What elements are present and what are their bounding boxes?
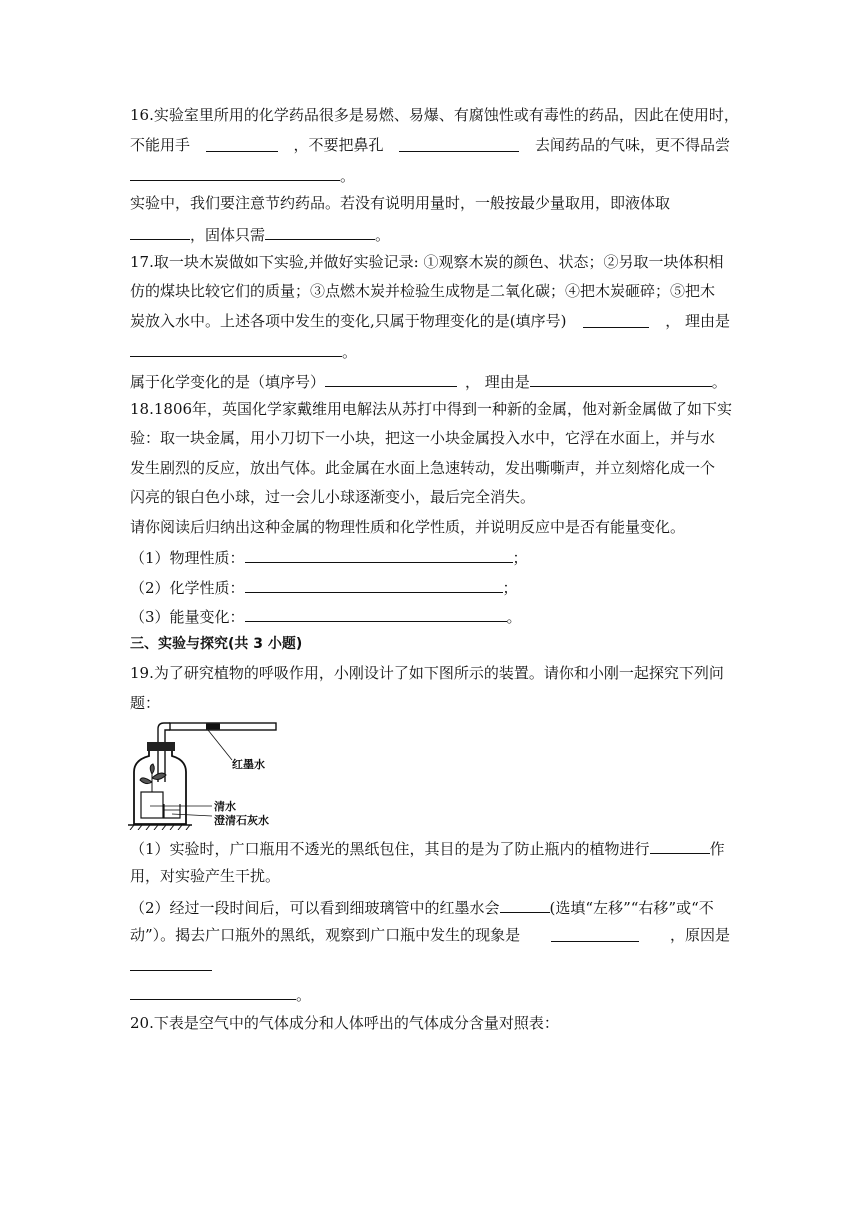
q19-line-1: 19.为了研究植物的呼吸作用，小刚设计了如下图所示的装置。请你和小刚一起探究下列问 <box>130 664 724 682</box>
q19-p2-line-2 <box>130 925 730 945</box>
red-ink-pointer <box>208 730 232 760</box>
q18-sep-1: ； <box>512 549 528 567</box>
q16-period: 。 <box>340 167 356 185</box>
q18-line-5: 请你阅读后归纳出这种金属的物理性质和化学性质，并说明反应中是否有能量变化。 <box>130 518 686 536</box>
q19-blank-reason-1[interactable] <box>130 954 212 971</box>
q18-sep-2: ； <box>502 579 518 597</box>
plant <box>140 764 166 792</box>
q19-blank-reason-2[interactable] <box>130 983 296 1000</box>
q17-line-4 <box>130 340 730 362</box>
q16-blank-hand[interactable] <box>206 135 278 152</box>
q18-line-3: 发生剧烈的反应，放出气体。此金属在水面上急速转动，发出嘶嘶声，并立刻熔化成一个 <box>130 459 716 477</box>
q18-item-1 <box>130 546 730 568</box>
bottle <box>134 751 186 824</box>
q17-text-chemical: 属于化学变化的是（填序号） <box>130 373 326 391</box>
q19-p2-options: (选填“左移”“右移”或“不 <box>549 899 714 917</box>
q18-blank-energy[interactable] <box>245 605 507 622</box>
q18-item-2 <box>130 576 730 598</box>
q16-line-3 <box>130 164 730 186</box>
glass-tube <box>170 723 276 730</box>
q19-p1-line-1 <box>130 837 730 859</box>
q17-period: 。 <box>342 343 358 361</box>
q17-line-1: 17.取一块木炭做如下实验,并做好实验记录: ①观察木炭的颜色、状态；②另取一块体积相 <box>130 253 724 271</box>
q17-period-2: 。 <box>711 373 727 391</box>
q19-p1-line-2: 用，对实验产生干扰。 <box>130 867 281 885</box>
q16-text-hand: 不能用手 <box>130 136 191 154</box>
section-heading: 三、实验与探究(共 3 小题) <box>130 636 303 652</box>
limewater-pointer <box>172 814 212 816</box>
q18-item-3 <box>130 605 730 627</box>
q17-text-physical: 炭放入水中。上述各项中发生的变化,只属于物理变化的是(填序号) <box>130 312 567 330</box>
q18-line-2: 验：取一块金属，用小刀切下一小块，把这一小块金属投入水中，它浮在水面上，并与水 <box>130 429 716 447</box>
q19-p1-text-2: 作 <box>709 840 725 858</box>
q19-p1-text: （1）实验时，广口瓶用不透光的黑纸包住，其目的是为了防止瓶内的植物进行 <box>130 840 650 858</box>
q16-line-4: 实验中，我们要注意节约药品。若没有说明用量时，一般按最少量取用，即液体取 <box>130 194 671 212</box>
label-water: 清水 <box>214 800 236 813</box>
q17-blank-physical-reason[interactable] <box>130 340 342 357</box>
q19-period: 。 <box>296 986 312 1004</box>
red-ink-drop <box>206 724 220 730</box>
q19-p2-line-4 <box>130 983 730 1005</box>
q16-blank-taste[interactable] <box>130 164 340 181</box>
q18-label-physical: （1）物理性质： <box>130 549 245 567</box>
q19-p2-line-1 <box>130 896 730 918</box>
q17-line-5 <box>130 370 730 392</box>
q17-blank-physical[interactable] <box>583 311 649 328</box>
q16-text-taste: 去闻药品的气味，更不得品尝 <box>534 136 730 154</box>
q16-text-solid: ，固体只需 <box>190 226 266 244</box>
q18-line-4: 闪亮的银白色小球，过一会儿小球逐渐变小，最后完全消失。 <box>130 488 536 506</box>
q18-blank-chemical[interactable] <box>245 576 503 593</box>
q17-blank-chemical[interactable] <box>325 370 457 387</box>
q17-line-3 <box>130 311 730 331</box>
q19-blank-phenomenon[interactable] <box>551 925 639 942</box>
q17-text-chemical-reason: ， 理由是 <box>465 373 530 391</box>
q16-line-1: 16.实验室里所用的化学药品很多是易燃、易爆、有腐蚀性或有毒性的药品，因此在使用时， <box>130 106 739 124</box>
q19-p2-text-2: 动”）。揭去广口瓶外的黑纸，观察到广口瓶中发生的现象是 <box>130 926 521 944</box>
q19-blank-direction[interactable] <box>500 896 550 913</box>
q16-blank-solid[interactable] <box>265 223 375 240</box>
q17-line-2: 仿的煤块比较它们的质量；③点燃木炭并检验生成物是二氧化碳；④把木炭砸碎；⑤把木 <box>130 282 716 300</box>
q18-blank-physical[interactable] <box>245 546 513 563</box>
q19-p2-line-3 <box>130 954 730 976</box>
pot <box>141 792 163 818</box>
q16-blank-liquid[interactable] <box>130 223 190 240</box>
q19-p2-text-reason: ，原因是 <box>669 926 730 944</box>
q16-blank-nose[interactable] <box>399 135 519 152</box>
q18-label-chemical: （2）化学性质： <box>130 579 245 597</box>
stopper <box>147 742 175 751</box>
q17-blank-chemical-reason[interactable] <box>530 370 712 387</box>
q18-sep-3: 。 <box>506 608 522 626</box>
q19-p2-text: （2）经过一段时间后，可以看到细玻璃管中的红墨水会 <box>130 899 500 917</box>
q16-line-2 <box>130 135 730 155</box>
q16-period-2: 。 <box>375 226 391 244</box>
q18-label-energy: （3）能量变化： <box>130 608 245 626</box>
label-limewater: 澄清石灰水 <box>214 814 269 827</box>
q17-text-reason: ， 理由是 <box>665 312 730 330</box>
q18-line-1: 18.1806年，英国化学家戴维用电解法从苏打中得到一种新的金属，他对新金属做了如下实 <box>130 400 733 418</box>
label-red-ink: 红墨水 <box>232 758 265 771</box>
q20-line-1: 20.下表是空气中的气体成分和人体呼出的气体成分含量对照表： <box>130 1014 559 1032</box>
respiration-apparatus-figure <box>128 720 278 830</box>
q19-line-2: 题： <box>130 694 161 712</box>
q16-line-5 <box>130 223 730 245</box>
q16-text-nose: ，不要把鼻孔 <box>293 136 384 154</box>
q19-blank-process[interactable] <box>650 837 710 854</box>
